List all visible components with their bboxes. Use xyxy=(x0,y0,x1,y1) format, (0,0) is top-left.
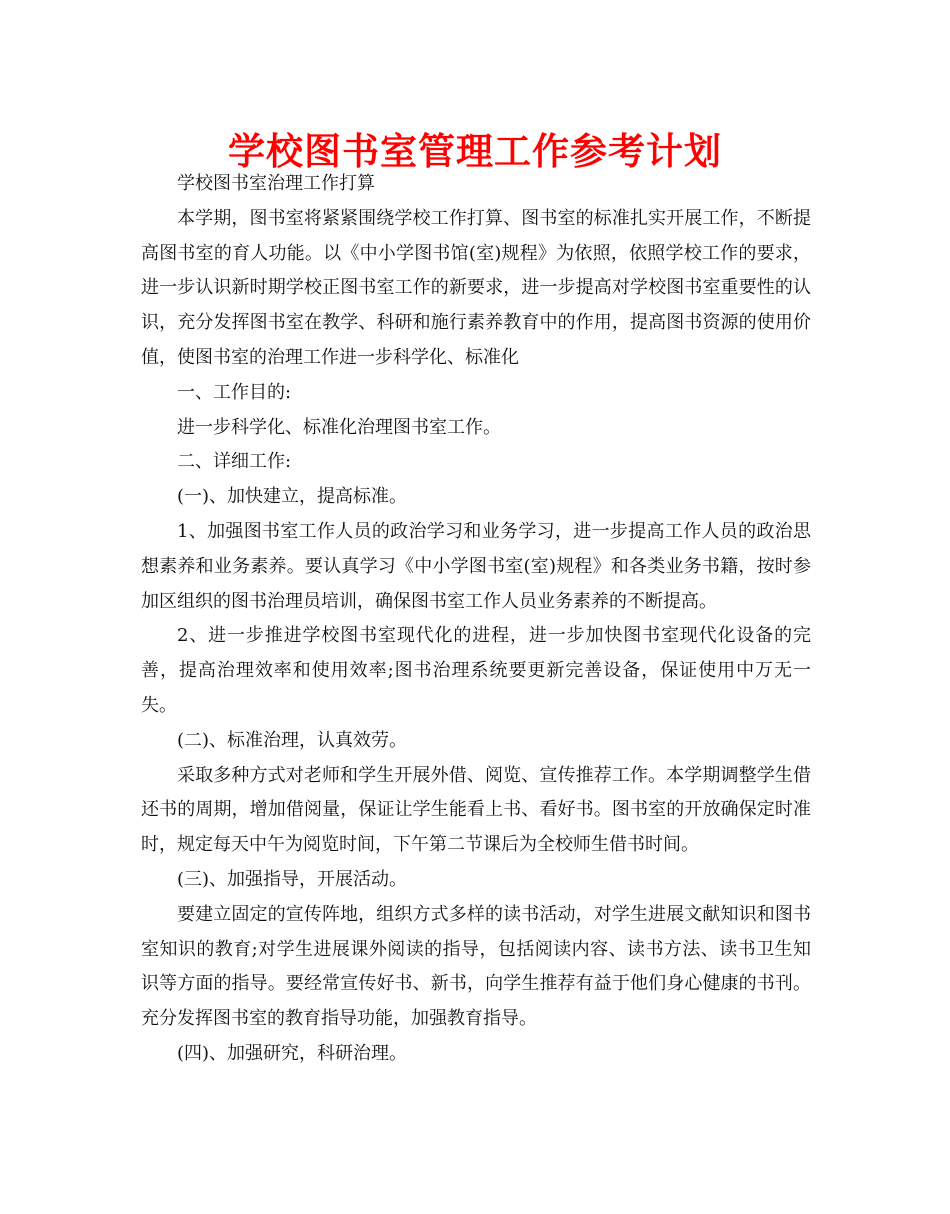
paragraph-subtitle: 学校图书室治理工作打算 xyxy=(177,173,375,194)
subheading-4: (四)、加强研究，科研治理。 xyxy=(177,1042,408,1064)
subheading-3: (三)、加强指导，开展活动。 xyxy=(177,868,408,890)
subheading-1: (一)、加快建立，提高标准。 xyxy=(177,486,408,508)
paragraph-item-1: 1、加强图书室工作人员的政治学习和业务学习，进一步提高工作人员的政治思想素养和业务素养。要认真学习《中小学图书室(室)规程》和各类业务书籍，按时参加区组织的图书治理员培训，确保图书室工作人员业务素养的不断提高。 xyxy=(141,520,811,612)
paragraph-item-2: 2、进一步推进学校图书室现代化的进程，进一步加快图书室现代化设备的完善，提高治理效率和使用效率;图书治理系统要更新完善设备，保证使用中万无一失。 xyxy=(141,625,811,716)
document-body xyxy=(141,167,811,1072)
paragraph-intro: 本学期，图书室将紧紧围绕学校工作打算、图书室的标准扎实开展工作，不断提高图书室的育人功能。以《中小学图书馆(室)规程》为依照，依照学校工作的要求，进一步认识新时期学校正图书室工作的新要求，进一步提高对学校图书室重要性的认识，充分发挥图书室在教学、科研和施行素养教育中的作用，提高图书资源的使用价值，使图书室的治理工作进一步科学化、标准化 xyxy=(141,207,811,368)
heading-detailed-work: 二、详细工作: xyxy=(177,451,292,473)
heading-work-goal: 一、工作目的: xyxy=(177,381,292,403)
paragraph-work-goal: 进一步科学化、标准化治理图书室工作。 xyxy=(177,416,501,438)
paragraph-service: 采取多种方式对老师和学生开展外借、阅览、宣传推荐工作。本学期调整学生借还书的周期，增加借阅量，保证让学生能看上书、看好书。图书室的开放确保定时准时，规定每天中午为阅览时间，下午第二节课后为全校师生借书时间。 xyxy=(141,764,811,856)
paragraph-activities: 要建立固定的宣传阵地，组织方式多样的读书活动，对学生进展文献知识和图书室知识的教育;对学生进展课外阅读的指导，包括阅读内容、读书方法、读书卫生知识等方面的指导。要经常宣传好书、新书，向学生推荐有益于他们身心健康的书刊。充分发挥图书室的教育指导功能，加强教育指导。 xyxy=(141,903,811,1030)
document-title: 学校图书室管理工作参考计划 xyxy=(228,129,722,173)
subheading-2: (二)、标准治理，认真效劳。 xyxy=(177,729,408,751)
